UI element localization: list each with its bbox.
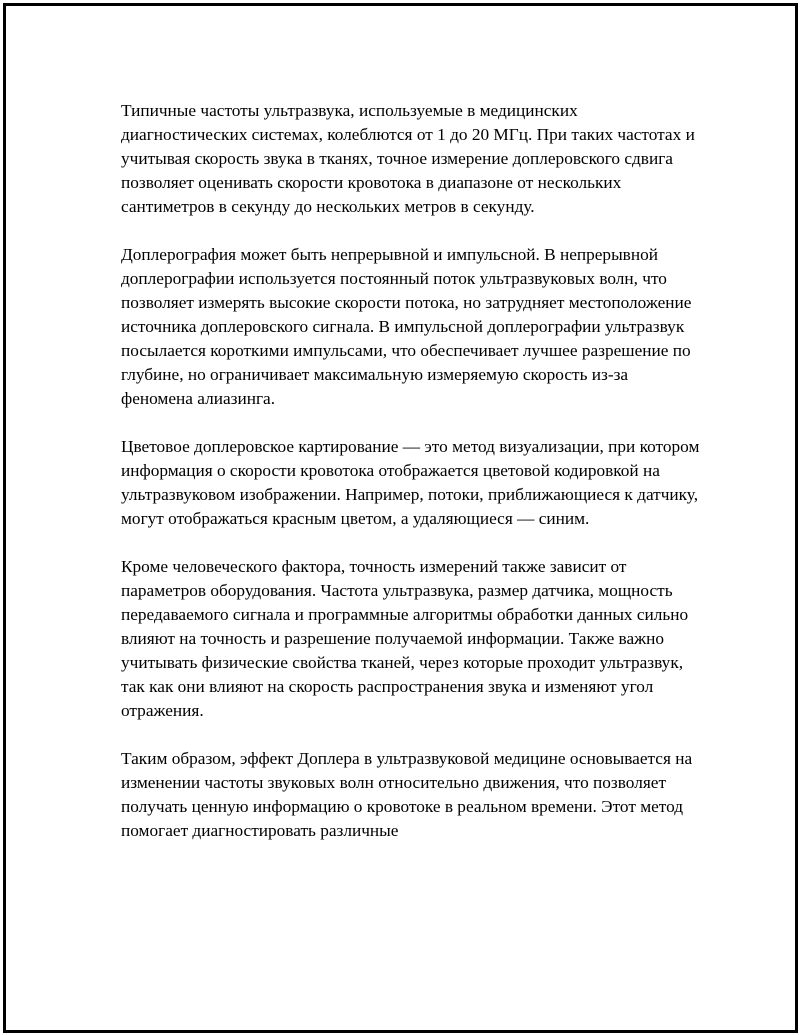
paragraph-1: Типичные частоты ультразвука, используемые в медицинских диагностических системах, колеблются от 1 до 20 МГц. При таких частотах и учитывая скорость звука в тканях, точное измерение доплеровского сдвига позволяет оценивать скорости кровотока в диапазоне от нескольких сантиметров в секунду до нескольких метров в секунду.: [121, 101, 695, 216]
document-body: [121, 99, 701, 867]
paragraph-4: Кроме человеческого фактора, точность измерений также зависит от параметров оборудования. Частота ультразвука, размер датчика, мощность передаваемого сигнала и программные алгоритмы обработки данных сильно влияют на точность и разрешение получаемой информации. Также важно учитывать физические свойства тканей, через которые проходит ультразвук, так как они влияют на скорость распространения звука и изменяют угол отражения.: [121, 557, 689, 720]
paragraph-3: Цветовое доплеровское картирование — это метод визуализации, при котором информация о скорости кровотока отображается цветовой кодировкой на ультразвуковом изображении. Например, потоки, приближающиеся к датчику, могут отображаться красным цветом, а удаляющиеся — синим.: [121, 437, 700, 528]
paragraph-2: Доплерография может быть непрерывной и импульсной. В непрерывной доплерографии используется постоянный поток ультразвуковых волн, что позволяет измерять высокие скорости потока, но затрудняет местоположение источника доплеровского сигнала. В импульсной доплерографии ультразвук посылается короткими импульсами, что обеспечивает лучшее разрешение по глубине, но ограничивает максимальную измеряемую скорость из-за феномена алиазинга.: [121, 245, 692, 408]
page-frame: [3, 3, 798, 1033]
paragraph-5: Таким образом, эффект Доплера в ультразвуковой медицине основывается на изменении частоты звуковых волн относительно движения, что позволяет получать ценную информацию о кровотоке в реальном времени. Этот метод помогает диагностировать различные: [121, 749, 693, 840]
